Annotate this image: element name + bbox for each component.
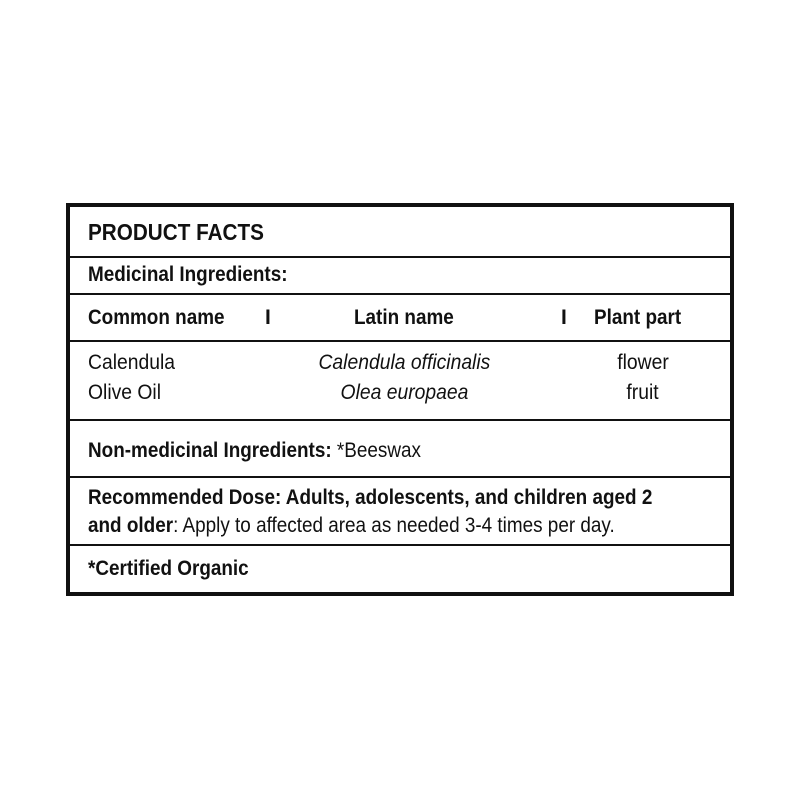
ingredient-row [70, 348, 730, 378]
certified-organic-footnote: *Certified Organic [88, 557, 249, 580]
ingredient-plant-part: fruit [626, 381, 660, 404]
title-row [70, 207, 730, 258]
dose-label-line1: Recommended Dose: Adults, adolescents, and children aged 2 [88, 486, 653, 509]
product-facts-panel [66, 203, 734, 596]
ingredient-plant-part: flower [617, 351, 669, 374]
ingredients-list [70, 342, 730, 421]
non-medicinal-row [70, 421, 730, 478]
ingredient-common-name: Olive Oil [88, 381, 162, 404]
dose-line-2 [88, 512, 615, 540]
ingredient-row [70, 378, 730, 408]
non-medicinal-value: *Beeswax [331, 439, 421, 462]
medicinal-ingredients-row [70, 258, 730, 295]
non-medicinal-line [88, 421, 421, 481]
non-medicinal-label: Non-medicinal Ingredients: [88, 439, 332, 462]
dose-label-line2: and older [88, 514, 174, 537]
ingredient-plant-part-cell [590, 348, 696, 378]
column-separator: I [561, 306, 567, 329]
plant-part-header: Plant part [594, 306, 682, 329]
dose-line-1 [88, 484, 652, 512]
column-separator: I [265, 306, 271, 329]
medicinal-ingredients-label: Medicinal Ingredients: [88, 263, 288, 286]
ingredient-plant-part-cell [590, 378, 696, 408]
ingredient-latin-name: Calendula officinalis [318, 351, 490, 374]
ingredient-common-name: Calendula [88, 351, 176, 374]
dose-text: : Apply to affected area as needed 3-4 times per day. [173, 514, 615, 537]
latin-name-header: Latin name [354, 306, 454, 329]
common-name-header: Common name [88, 306, 225, 329]
panel-title: PRODUCT FACTS [88, 219, 264, 245]
column-header-row [70, 295, 730, 342]
certified-organic-row [70, 546, 730, 596]
recommended-dose-row [70, 478, 730, 546]
ingredient-latin-name: Olea europaea [340, 381, 468, 404]
